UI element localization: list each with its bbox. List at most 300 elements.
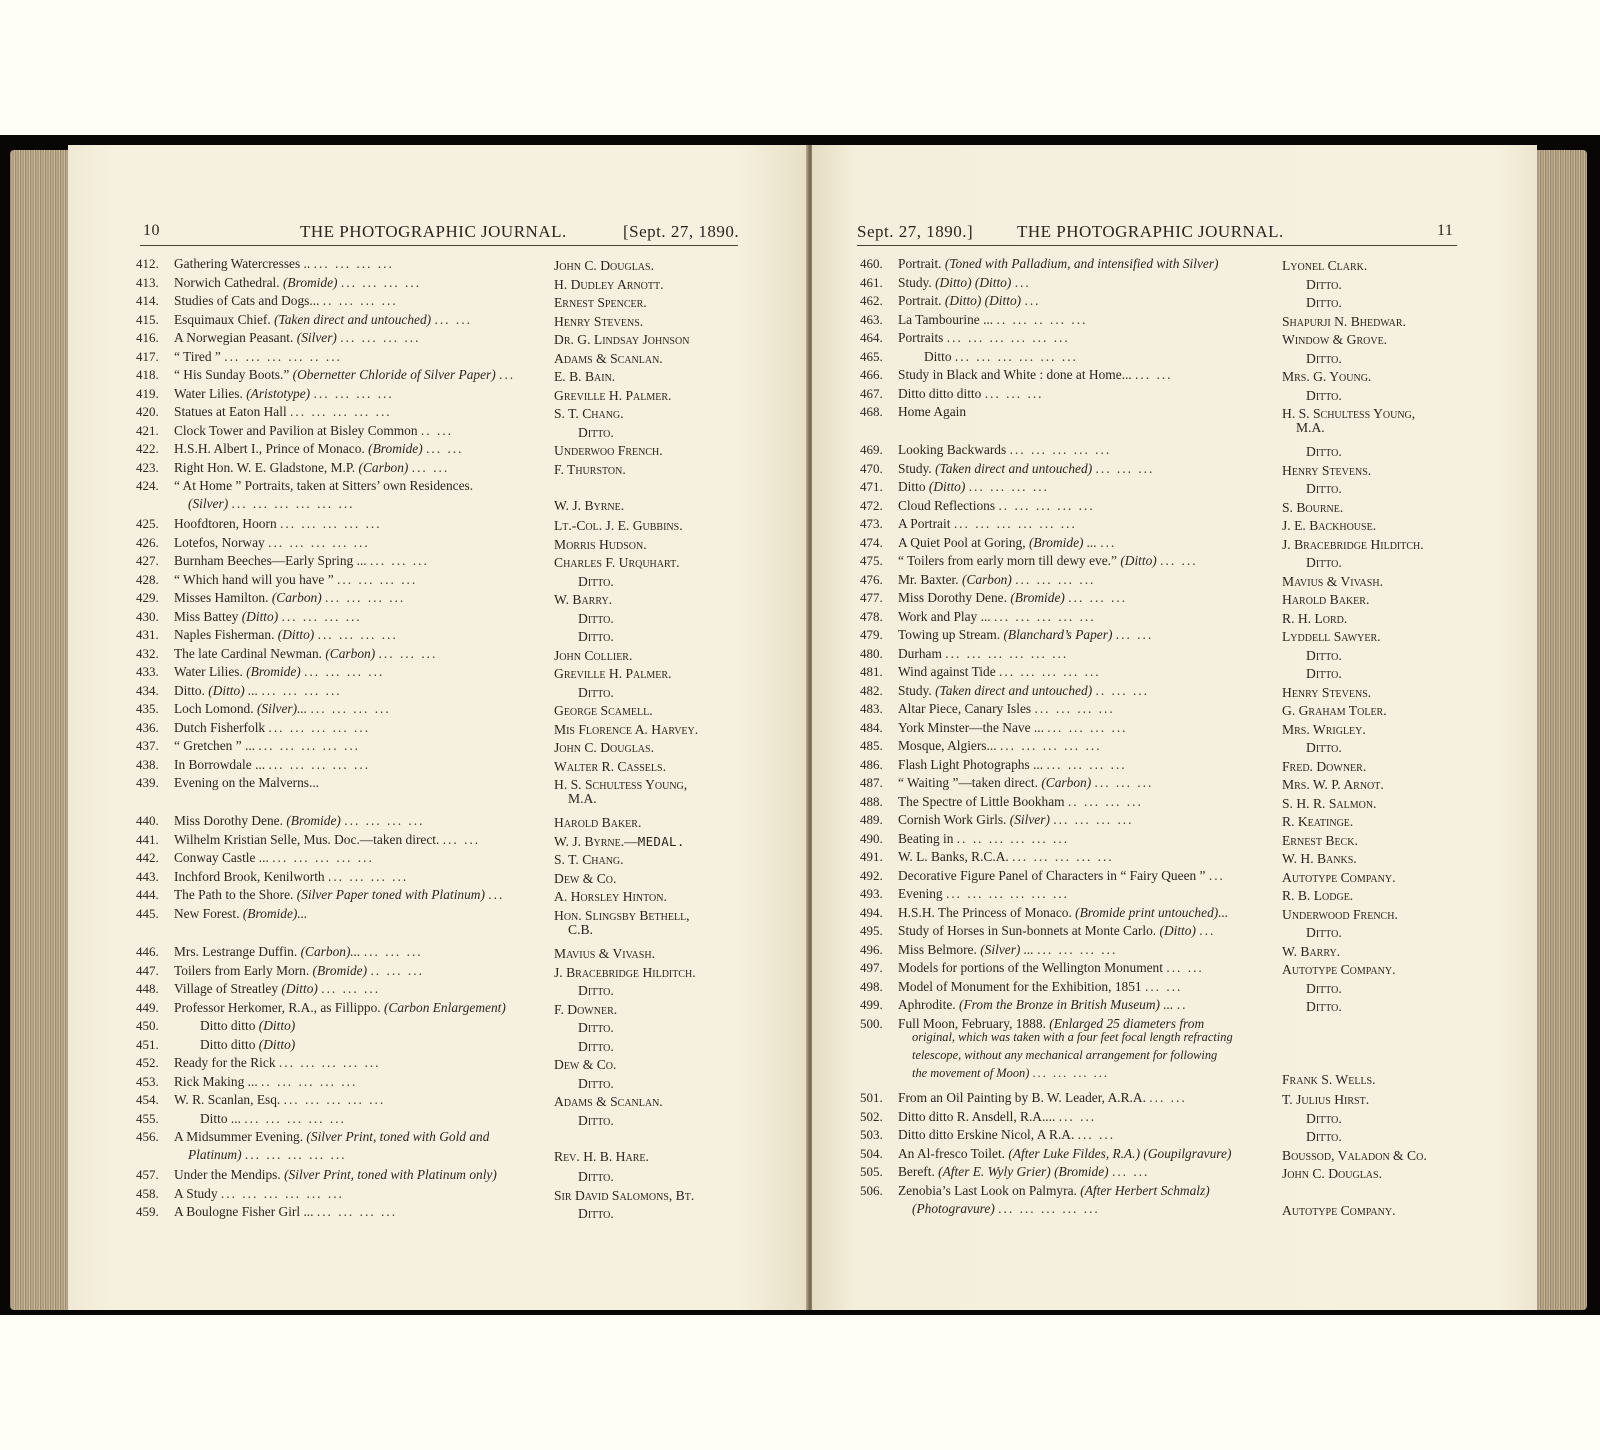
entry-process: (Bromide)... xyxy=(242,905,308,921)
entry-exhibitor xyxy=(1282,776,1384,794)
entry-title xyxy=(898,255,1219,273)
leader-dots: ... ... ... ... xyxy=(968,479,1049,495)
exhibitor-name: Ditto. xyxy=(1306,980,1342,996)
exhibitor-name: S. H. R. Salmon. xyxy=(1282,795,1377,811)
entry-number: 504. xyxy=(860,1145,883,1161)
entry-number: 467. xyxy=(860,385,883,401)
exhibitor-name: Ditto. xyxy=(1306,999,1342,1015)
entry-title xyxy=(174,459,449,477)
entry-title-text: Durham xyxy=(898,645,942,661)
entry-number: 479. xyxy=(860,627,883,643)
exhibitor-name: John C. Douglas. xyxy=(554,740,654,756)
entry-title xyxy=(174,737,360,755)
entry-exhibitor xyxy=(1282,869,1395,887)
entry-title xyxy=(898,922,1215,940)
leader-dots: ... ... ... ... xyxy=(281,608,362,624)
exhibitor-name: Ditto. xyxy=(1306,1110,1342,1126)
exhibitor-name: Hon. Slingsby Bethell, xyxy=(554,907,690,923)
entry-title xyxy=(898,497,1095,515)
entry-title xyxy=(200,1110,346,1128)
entry-exhibitor xyxy=(554,497,624,515)
entry-title-text: Cloud Reflections xyxy=(898,497,996,513)
entry-process: (Silver Print, toned with Platinum only) xyxy=(284,1167,497,1183)
exhibitor-name: J. E. Backhouse. xyxy=(1282,518,1377,534)
entry-title xyxy=(174,962,424,980)
leader-dots: ... ... ... ... ... ... xyxy=(946,330,1070,345)
entry-number: 493. xyxy=(860,886,883,902)
entry-process: (Carbon Enlargement) xyxy=(384,999,506,1015)
entry-title xyxy=(174,589,405,607)
entry-exhibitor xyxy=(1282,591,1369,609)
entry-exhibitor xyxy=(1306,276,1342,294)
entry-title-text: Portrait. xyxy=(898,256,942,271)
header-date: Sept. 27, 1890.] xyxy=(857,222,974,241)
catalogue-entry xyxy=(136,534,736,552)
exhibitor-name: John C. Douglas. xyxy=(554,258,654,273)
header-date: [Sept. 27, 1890. xyxy=(623,222,740,241)
entry-title-text: H.S.H. Albert I., Prince of Monaco. xyxy=(174,441,365,456)
entry-number: 430. xyxy=(136,608,159,624)
entry-title xyxy=(898,885,1069,903)
entry-title xyxy=(174,477,473,495)
entry-title-text: Village of Streatley xyxy=(174,981,279,997)
entry-title xyxy=(898,329,1070,347)
leader-dots: ... xyxy=(1208,867,1225,883)
entry-number: 480. xyxy=(860,645,883,661)
catalogue-entry xyxy=(860,682,1460,700)
exhibitor-name: John Collier. xyxy=(554,647,633,663)
catalogue-entry xyxy=(136,756,736,774)
entry-exhibitor xyxy=(1306,665,1342,683)
entry-title xyxy=(174,663,384,681)
entry-number: 490. xyxy=(860,830,883,846)
entry-title-text: Miss Dorothy Dene. xyxy=(898,590,1007,606)
entry-title-text: York Minster—the Nave ... xyxy=(898,719,1044,735)
entry-number: 445. xyxy=(136,905,159,921)
leader-dots: ... ... ... ... xyxy=(317,627,398,643)
entry-title-text: Toilers from Early Morn. xyxy=(174,962,310,978)
catalogue-entry xyxy=(860,811,1460,829)
entry-number: 422. xyxy=(136,441,159,456)
exhibitor-name: Fred. Downer. xyxy=(1282,758,1367,774)
entry-title-text: “ At Home ” Portraits, taken at Sitters’ own Residences. xyxy=(174,478,474,493)
catalogue-entry xyxy=(860,1126,1460,1144)
catalogue-entry xyxy=(136,255,736,273)
entry-exhibitor xyxy=(1306,1110,1342,1128)
entry-title-text: Study. xyxy=(898,274,932,290)
entry-title xyxy=(174,571,417,589)
catalogue-entry xyxy=(136,663,736,681)
entry-title-text: A Quiet Pool at Goring, xyxy=(898,534,1026,550)
entry-exhibitor xyxy=(1282,795,1376,813)
leader-dots: ... ... xyxy=(1160,553,1198,569)
catalogue-entry xyxy=(136,905,736,941)
exhibitor-name: Ditto. xyxy=(578,684,614,700)
catalogue-entry xyxy=(136,274,736,292)
entry-number: 496. xyxy=(860,941,883,957)
entry-exhibitor xyxy=(554,665,671,683)
entry-exhibitor xyxy=(578,982,614,1000)
leader-dots: ... ... ... ... ... xyxy=(244,1110,346,1126)
exhibitor-name: F. Thurston. xyxy=(554,461,626,477)
exhibitor-name: Lyddell Sawyer. xyxy=(1282,629,1381,645)
exhibitor-name: Ditto. xyxy=(1306,350,1342,366)
entry-title-text: Ditto ditto xyxy=(200,1018,256,1034)
entry-number: 471. xyxy=(860,479,883,495)
exhibitor-name: Greville H. Palmer. xyxy=(554,666,672,682)
entry-number: 440. xyxy=(136,813,159,829)
entry-number: 432. xyxy=(136,645,159,661)
entry-title-text: La Tambourine ... xyxy=(898,311,994,327)
entry-number: 421. xyxy=(136,422,159,438)
exhibitor-name: W. H. Banks. xyxy=(1282,851,1357,867)
catalogue-entry xyxy=(860,534,1460,552)
entry-title xyxy=(898,978,1182,996)
entry-exhibitor xyxy=(1306,480,1342,498)
catalogue-entry xyxy=(860,1108,1460,1126)
exhibitor-name: Autotype Company. xyxy=(1282,869,1396,885)
header-rule xyxy=(140,245,738,246)
catalogue-entry xyxy=(860,737,1460,755)
entry-title-text: Water Lilies. xyxy=(174,664,243,680)
entry-exhibitor xyxy=(554,1148,649,1166)
entry-number: 448. xyxy=(136,981,159,997)
entry-title-text: Gathering Watercresses .. xyxy=(174,256,311,271)
entry-process: (Bromide print untouched)... xyxy=(1075,904,1229,920)
entry-title-text: The Spectre of Little Bookham xyxy=(898,793,1065,809)
entry-number: 436. xyxy=(136,719,159,735)
entry-exhibitor xyxy=(554,1093,663,1111)
catalogue-entry xyxy=(136,385,736,403)
leader-dots: ... ... ... ... xyxy=(304,664,385,680)
entry-title-text: Decorative Figure Panel of Characters in “ Fairy Queen ” xyxy=(898,867,1206,883)
catalogue-entry xyxy=(136,868,736,886)
entry-exhibitor xyxy=(554,945,655,963)
exhibitor-name: Ditto. xyxy=(578,629,614,645)
leader-dots: ... ... ... ... xyxy=(313,256,394,271)
exhibitor-name: G. Graham Toler. xyxy=(1282,703,1387,719)
entry-exhibitor xyxy=(1282,462,1371,480)
catalogue-entry xyxy=(860,460,1460,478)
entry-title xyxy=(898,515,1077,533)
exhibitor-name: Rev. H. B. Hare. xyxy=(554,1149,649,1165)
catalogue-entry xyxy=(860,774,1460,792)
entry-number: 427. xyxy=(136,553,159,569)
entry-title-text: Dutch Fisherfolk xyxy=(174,719,266,735)
entry-title xyxy=(174,700,391,718)
entry-title-text: Study in Black and White : done at Home... xyxy=(898,367,1132,382)
entry-exhibitor xyxy=(578,1075,614,1093)
entry-process: (Aristotype) xyxy=(246,385,311,401)
entry-title-text: Norwich Cathedral. xyxy=(174,274,280,290)
entry-number: 453. xyxy=(136,1073,159,1089)
entry-title xyxy=(898,700,1115,718)
entry-exhibitor xyxy=(578,1038,614,1056)
entry-number: 505. xyxy=(860,1164,883,1180)
exhibitor-name: S. Bourne. xyxy=(1282,499,1344,515)
exhibitor-name: Boussod, Valadon & Co. xyxy=(1282,1147,1427,1163)
entry-title-text: Rick Making ... xyxy=(174,1073,258,1089)
catalogue-entry xyxy=(136,608,736,626)
entry-title xyxy=(174,682,342,700)
entry-exhibitor xyxy=(1282,573,1383,591)
entry-title-text: Miss Belmore. xyxy=(898,941,977,957)
leader-dots: ... ... ... ... .. ... xyxy=(224,348,342,364)
entry-exhibitor xyxy=(1306,998,1342,1016)
exhibitor-name: Autotype Company. xyxy=(1282,1202,1396,1218)
exhibitor-name: J. Bracebridge Hilditch. xyxy=(1282,536,1424,552)
entry-title-text: Ready for the Rick xyxy=(174,1055,276,1071)
exhibitor-qualification: M.A. xyxy=(568,791,597,807)
entry-title xyxy=(898,811,1134,829)
catalogue-entry xyxy=(860,959,1460,977)
entry-number: 473. xyxy=(860,516,883,532)
entry-exhibitor xyxy=(554,739,654,757)
catalogue-entry xyxy=(860,552,1460,570)
entry-title-text: Cornish Work Girls. xyxy=(898,812,1007,828)
catalogue-entry xyxy=(860,867,1460,885)
leader-dots: ... ... xyxy=(1149,1090,1187,1106)
entry-number: 423. xyxy=(136,459,159,475)
entry-number: 434. xyxy=(136,682,159,698)
entry-exhibitor xyxy=(554,833,685,851)
entry-title-text: Ditto ditto Erskine Nicol, A R.A. xyxy=(898,1127,1075,1143)
catalogue-entry xyxy=(136,849,736,867)
catalogue-entry xyxy=(860,1015,1460,1087)
exhibitor-name: Dr. G. Lindsay Johnson xyxy=(554,332,690,347)
entry-title xyxy=(174,403,392,421)
entry-title-text: Evening xyxy=(898,886,943,902)
entry-title-text: Water Lilies. xyxy=(174,385,243,401)
catalogue-entry xyxy=(136,1091,736,1109)
exhibitor-name: Mrs. W. P. Arnot. xyxy=(1282,777,1384,793)
entry-process: the movement of Moon) xyxy=(912,1065,1030,1080)
catalogue-entry xyxy=(136,1203,736,1221)
entry-title-text: A Study xyxy=(174,1185,218,1201)
entry-exhibitor xyxy=(554,461,626,479)
entry-exhibitor xyxy=(578,684,614,702)
entry-title xyxy=(200,1036,295,1054)
catalogue-entry xyxy=(860,571,1460,589)
entry-process: Platinum) xyxy=(188,1147,242,1163)
entry-exhibitor xyxy=(554,814,641,832)
exhibitor-name: Ditto. xyxy=(1306,444,1342,460)
entry-number: 417. xyxy=(136,348,159,364)
entry-exhibitor xyxy=(1282,499,1343,517)
exhibitor-name: Underwoo French. xyxy=(554,443,663,458)
entry-title-text: Study. xyxy=(898,460,932,476)
leader-dots: ... ... ... ... ... xyxy=(999,664,1101,680)
entry-number: 431. xyxy=(136,627,159,643)
entry-title-text: Ditto ditto xyxy=(200,1036,256,1052)
exhibitor-name: Ditto. xyxy=(578,573,614,589)
catalogue-entry xyxy=(860,885,1460,903)
entry-title-text: Right Hon. W. E. Gladstone, M.P. xyxy=(174,459,356,475)
entry-number: 476. xyxy=(860,571,883,587)
entry-title xyxy=(898,274,1031,292)
entry-title xyxy=(898,441,1111,459)
entry-number: 463. xyxy=(860,311,883,327)
entry-process: (Bromide) xyxy=(368,441,423,456)
entry-number: 469. xyxy=(860,442,883,458)
exhibitor-name: W. Barry. xyxy=(554,592,613,608)
entry-title-text: Mrs. Lestrange Duffin. xyxy=(174,944,298,960)
entry-exhibitor xyxy=(1282,906,1398,924)
leader-dots: ... ... ... ... ... xyxy=(268,719,371,735)
leader-dots: .. ... ... ... xyxy=(1067,793,1143,809)
entry-title xyxy=(898,292,1041,310)
exhibitor-name: Henry Stevens. xyxy=(554,313,644,329)
entry-exhibitor xyxy=(1306,647,1342,665)
entry-title-text: Portrait. xyxy=(898,293,942,308)
entry-number: 418. xyxy=(136,367,159,382)
entry-title-text: Loch Lomond. xyxy=(174,701,254,717)
entry-title xyxy=(174,886,504,904)
entry-title xyxy=(898,663,1101,681)
leader-dots: ... ... ... xyxy=(378,645,438,661)
entry-exhibitor xyxy=(554,405,624,423)
entry-title xyxy=(174,422,453,440)
catalogue-entry xyxy=(860,941,1460,959)
entry-title xyxy=(174,515,382,533)
catalogue-entry xyxy=(136,682,736,700)
entry-title-text: Study of Horses in Sun-bonnets at Monte Carlo. xyxy=(898,923,1157,939)
entry-number: 472. xyxy=(860,497,883,513)
entry-title xyxy=(898,1108,1096,1126)
exhibitor-name: Ernest Spencer. xyxy=(554,295,647,310)
entry-process: (After Luke Fildes, R.A.) (Goupilgravure) xyxy=(1008,1145,1232,1161)
entry-title-text: Ditto. xyxy=(174,682,205,698)
entry-exhibitor xyxy=(578,628,614,646)
catalogue-entry xyxy=(136,999,736,1017)
exhibitor-name: W. Barry. xyxy=(1282,943,1341,959)
entry-title xyxy=(174,831,480,849)
entry-number: 491. xyxy=(860,849,883,865)
entry-number: 477. xyxy=(860,590,883,606)
entry-title xyxy=(898,571,1095,589)
exhibitor-name: H. S. Schultess Young, xyxy=(554,777,688,793)
entry-exhibitor xyxy=(1282,1071,1376,1089)
header-rule xyxy=(857,245,1457,246)
entry-process: (Silver) xyxy=(188,496,229,512)
entry-number: 503. xyxy=(860,1127,883,1143)
entry-exhibitor xyxy=(1306,739,1342,757)
entry-exhibitor xyxy=(554,554,680,572)
entry-number: 501. xyxy=(860,1090,883,1106)
entry-exhibitor xyxy=(578,573,614,591)
leader-dots: ... ... ... ... ... xyxy=(272,850,374,866)
entry-title-text: H.S.H. The Princess of Monaco. xyxy=(898,904,1072,920)
entry-exhibitor xyxy=(554,721,698,739)
entry-exhibitor xyxy=(554,1187,694,1205)
entry-number: 424. xyxy=(136,478,159,493)
entry-exhibitor xyxy=(554,758,666,776)
entry-exhibitor xyxy=(554,888,667,906)
entry-title xyxy=(174,1166,497,1184)
entry-number: 502. xyxy=(860,1108,883,1124)
exhibitor-name: Ditto. xyxy=(1306,740,1342,756)
entry-title-text: “ Tired ” xyxy=(174,348,221,364)
leader-dots: ... ... ... xyxy=(984,385,1044,401)
entry-exhibitor xyxy=(1282,721,1366,739)
entry-number: 474. xyxy=(860,534,883,550)
exhibitor-name: A. Horsley Hinton. xyxy=(554,889,667,905)
entry-exhibitor xyxy=(554,536,647,554)
entry-process: (Blanchard’s Paper) xyxy=(1003,627,1113,643)
entry-title xyxy=(174,255,394,273)
entry-title xyxy=(898,774,1153,792)
catalogue-entry xyxy=(860,848,1460,866)
entry-number: 492. xyxy=(860,867,883,883)
entry-title xyxy=(898,478,1049,496)
leader-dots: .. xyxy=(1176,997,1188,1013)
exhibitor-name: Dew & Co. xyxy=(554,1057,617,1073)
entry-number: 475. xyxy=(860,553,883,569)
entry-title-text: Models for portions of the Wellington Monument xyxy=(898,960,1163,976)
entry-number: 456. xyxy=(136,1129,159,1145)
entry-title-text: A Portrait xyxy=(898,516,951,532)
leader-dots: ... ... ... ... xyxy=(316,1204,398,1220)
exhibitor-name: Frank S. Wells. xyxy=(1282,1071,1376,1087)
catalogue-entry xyxy=(136,1036,736,1054)
entry-exhibitor xyxy=(1306,980,1342,998)
catalogue-entry xyxy=(860,645,1460,663)
entry-title-text: Ditto ditto ditto xyxy=(898,385,982,401)
exhibitor-name: Shapurji N. Bhedwar. xyxy=(1282,313,1406,329)
exhibitor-name: Ditto. xyxy=(1306,555,1342,571)
entry-title xyxy=(898,793,1143,811)
exhibitor-name: R. H. Lord. xyxy=(1282,610,1348,626)
entry-title-text: New Forest. xyxy=(174,905,240,921)
entry-number: 420. xyxy=(136,404,159,419)
catalogue-entry xyxy=(136,980,736,998)
exhibitor-name: Ditto. xyxy=(1306,276,1342,292)
entry-number: 438. xyxy=(136,756,159,772)
exhibitor-name: Ditto. xyxy=(1306,647,1342,663)
entry-title xyxy=(174,311,472,329)
entry-exhibitor xyxy=(554,442,663,460)
entry-title-text: Study. xyxy=(898,682,932,698)
leader-dots: .. ... ... ... xyxy=(322,293,398,308)
exhibitor-name: J. Bracebridge Hilditch. xyxy=(554,964,696,980)
entry-title-text: Conway Castle ... xyxy=(174,850,269,866)
entry-process: (Taken direct and untouched) xyxy=(935,460,1093,476)
entry-title xyxy=(174,1054,380,1072)
catalogue-entry xyxy=(136,292,736,310)
entry-title xyxy=(898,959,1204,977)
catalogue-entry xyxy=(136,831,736,849)
leader-dots: ... ... ... ... ... xyxy=(244,1147,347,1163)
entry-title xyxy=(898,534,1116,552)
entry-title xyxy=(898,1182,1210,1200)
catalogue-entry xyxy=(136,943,736,961)
entry-process: (Toned with Palladium, and intensified with Silver) xyxy=(944,256,1219,271)
leader-dots: ... ... xyxy=(1058,1108,1097,1124)
entry-title-text: Inchford Brook, Kenilworth xyxy=(174,868,325,884)
catalogue-entry xyxy=(860,922,1460,940)
entry-exhibitor xyxy=(1282,813,1353,831)
entry-exhibitor xyxy=(554,294,647,312)
catalogue-entry xyxy=(136,1073,736,1091)
entry-number: 462. xyxy=(860,293,883,308)
entry-title-text: Evening on the Malverns... xyxy=(174,775,320,791)
entry-title xyxy=(174,608,362,626)
exhibitor-name: Window & Grove. xyxy=(1282,332,1388,347)
entry-title-text: Hoofdtoren, Hoorn xyxy=(174,516,277,532)
leader-dots: ... ... ... ... ... xyxy=(258,738,361,754)
entry-number: 484. xyxy=(860,719,883,735)
entry-title xyxy=(898,830,1069,848)
